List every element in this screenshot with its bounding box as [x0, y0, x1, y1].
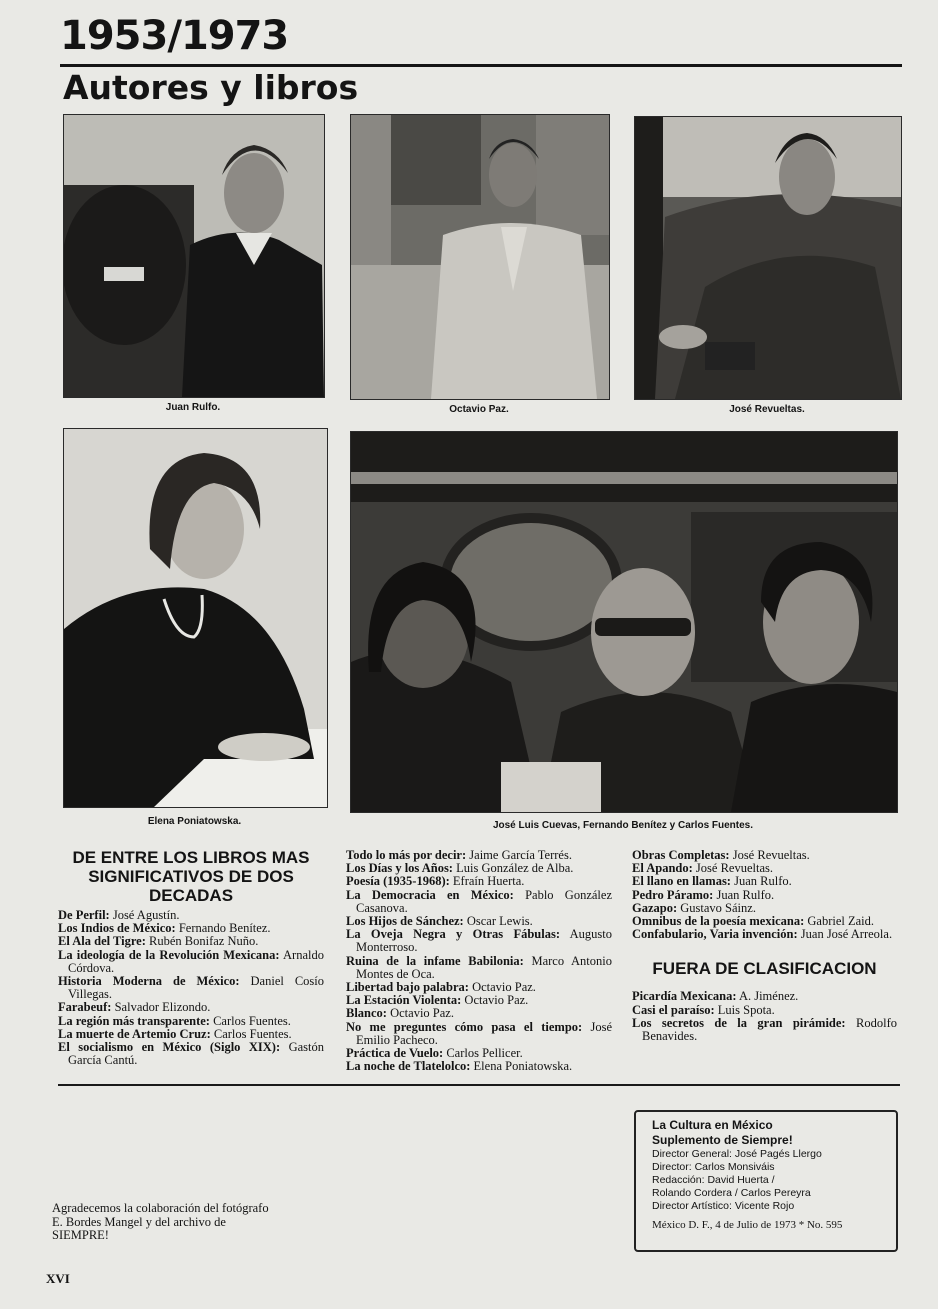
- book-author: Elena Poniatowska.: [473, 1059, 573, 1074]
- column-2: [346, 849, 612, 1073]
- book-author: Gustavo Sáinz.: [680, 900, 756, 915]
- book-entry: [346, 928, 612, 954]
- book-author: Augusto Monterroso.: [356, 927, 613, 955]
- book-list-1: [58, 909, 324, 1067]
- book-author: Gastón García Cantú.: [68, 1040, 325, 1068]
- photo-caption: Octavio Paz.: [449, 404, 509, 415]
- book-author: Gabriel Zaid.: [807, 914, 875, 929]
- photo-caption: José Luis Cuevas, Fernando Benítez y Carlos Fuentes.: [492, 820, 754, 831]
- book-author: Fernando Benítez.: [178, 921, 271, 936]
- book-title: La Democracia en México:: [346, 887, 514, 902]
- book-entry: [58, 975, 324, 1001]
- staff-line: Director Artístico: Vicente Rojo: [652, 1200, 795, 1212]
- masthead-box: [634, 1110, 898, 1252]
- photo-caption: Elena Poniatowska.: [147, 816, 242, 827]
- page-title: Autores y libros: [63, 68, 359, 107]
- book-author: Luis González de Alba.: [456, 861, 574, 876]
- photo-caption: José Revueltas.: [729, 404, 805, 415]
- book-author: Jaime García Terrés.: [469, 848, 572, 862]
- book-author: Marco Antonio Montes de Oca.: [356, 953, 612, 981]
- book-author: José Revueltas.: [695, 861, 773, 876]
- staff-line: Redacción: David Huerta /: [652, 1174, 775, 1186]
- book-title: La ideología de la Revolución Mexicana:: [58, 947, 280, 962]
- book-entry: [346, 889, 612, 915]
- book-entry: [58, 1041, 324, 1067]
- book-author: Rubén Bonifaz Nuño.: [149, 934, 259, 949]
- photo-juan-rulfo: [63, 114, 325, 398]
- book-title: El Apando:: [632, 861, 693, 876]
- book-title: Los Indios de México:: [58, 921, 176, 936]
- book-title: Historia Moderna de México:: [58, 974, 240, 989]
- book-author: Oscar Lewis.: [466, 914, 533, 929]
- book-title: No me preguntes cómo pasa el tiempo:: [346, 1019, 583, 1034]
- book-title: Casi el paraíso:: [632, 1002, 715, 1017]
- book-title: De Perfil:: [58, 908, 110, 922]
- book-entry: [346, 955, 612, 981]
- masthead-subtitle: Suplemento de Siempre!: [652, 1133, 793, 1147]
- acknowledgement: Agradecemos la colaboración del fotógrafo E. Bordes Mangel y del archivo de SIEMPRE!: [52, 1201, 269, 1242]
- staff-line: Director: Carlos Monsiváis: [652, 1161, 775, 1173]
- book-list-extra: [632, 990, 897, 1043]
- book-author: Arnaldo Córdova.: [68, 947, 324, 975]
- book-entry: [346, 1021, 612, 1047]
- book-author: Octavio Paz.: [390, 1006, 454, 1021]
- book-author: José Emilio Pacheco.: [356, 1019, 612, 1047]
- book-title: La Oveja Negra y Otras Fábulas:: [346, 927, 561, 942]
- book-author: Efraín Huerta.: [452, 874, 525, 889]
- book-entry: [58, 949, 324, 975]
- header-rule: [60, 64, 902, 67]
- staff-line: Director General: José Pagés Llergo: [652, 1148, 822, 1160]
- masthead-staff: [652, 1148, 886, 1213]
- dateline: México D. F., 4 de Julio de 1973 * No. 595: [652, 1219, 843, 1231]
- section-heading-extra: FUERA DE CLASIFICACION: [652, 959, 877, 979]
- book-title: Todo lo más por decir:: [346, 848, 467, 862]
- book-list-3: [632, 849, 897, 941]
- book-entry: [346, 1060, 612, 1073]
- book-title: El socialismo en México (Siglo XIX):: [58, 1040, 281, 1055]
- book-author: Rodolfo Benavides.: [642, 1015, 898, 1044]
- book-author: Carlos Pellicer.: [446, 1046, 523, 1061]
- book-title: Omnibus de la poesía mexicana:: [632, 914, 805, 929]
- book-title: Pedro Páramo:: [632, 887, 714, 902]
- book-author: Carlos Fuentes.: [213, 1026, 292, 1041]
- book-title: Los secretos de la gran pirámide:: [632, 1015, 846, 1030]
- book-title: Ruina de la infame Babilonia:: [346, 953, 524, 968]
- book-author: Carlos Fuentes.: [213, 1013, 291, 1028]
- masthead-title: La Cultura en México: [652, 1118, 773, 1132]
- photo-jose-revueltas: [634, 116, 902, 400]
- book-author: Juan Rulfo.: [716, 887, 775, 902]
- book-author: Daniel Cosío Villegas.: [68, 974, 324, 1002]
- book-title: La Estación Violenta:: [346, 993, 462, 1008]
- photo-caption: Juan Rulfo.: [165, 402, 221, 413]
- book-title: Los Días y los Años:: [346, 861, 453, 876]
- issue-years: 1953/1973: [60, 13, 289, 59]
- book-title: Blanco:: [346, 1006, 387, 1021]
- book-title: Farabeuf:: [58, 1000, 112, 1015]
- book-author: Luis Spota.: [717, 1002, 775, 1017]
- photo-elena-poniatowska: [63, 428, 328, 808]
- book-title: El Ala del Tigre:: [58, 934, 146, 949]
- book-author: Pablo González Casanova.: [356, 887, 612, 915]
- column-1: [58, 848, 324, 1067]
- bottom-rule: [58, 1084, 900, 1086]
- book-entry: [632, 1017, 897, 1043]
- book-title: La muerte de Artemio Cruz:: [58, 1026, 211, 1041]
- book-author: Octavio Paz.: [464, 993, 529, 1008]
- staff-line: Rolando Cordera / Carlos Pereyra: [652, 1187, 811, 1199]
- book-title: Práctica de Vuelo:: [346, 1046, 444, 1061]
- photo-octavio-paz: [350, 114, 610, 400]
- book-title: La noche de Tlatelolco:: [346, 1059, 471, 1074]
- book-author: Juan José Arreola.: [800, 927, 893, 942]
- book-author: José Agustín.: [112, 908, 180, 922]
- book-entry: [632, 928, 897, 941]
- column-3: [632, 849, 897, 1043]
- section-heading: DE ENTRE LOS LIBROS MAS SIGNIFICATIVOS DE DOS DECADAS: [72, 848, 310, 905]
- book-list-2: [346, 849, 612, 1073]
- book-author: Octavio Paz.: [472, 980, 536, 995]
- book-title: El llano en llamas:: [632, 874, 731, 889]
- book-title: Los Hijos de Sánchez:: [346, 914, 464, 929]
- book-title: Gazapo:: [632, 900, 678, 915]
- book-author: Juan Rulfo.: [734, 874, 792, 889]
- book-author: José Revueltas.: [732, 848, 810, 862]
- book-title: Poesía (1935-1968):: [346, 874, 450, 889]
- book-title: La región más transparente:: [58, 1013, 210, 1028]
- book-title: Picardía Mexicana:: [632, 989, 737, 1004]
- book-author: A. Jiménez.: [738, 989, 799, 1004]
- photo-cuevas-benitez-fuentes: [350, 431, 898, 813]
- page-number: XVI: [46, 1271, 70, 1286]
- book-title: Confabulario, Varia invención:: [632, 927, 798, 942]
- book-title: Libertad bajo palabra:: [346, 980, 469, 995]
- book-author: Salvador Elizondo.: [114, 1000, 211, 1015]
- book-title: Obras Completas:: [632, 848, 730, 862]
